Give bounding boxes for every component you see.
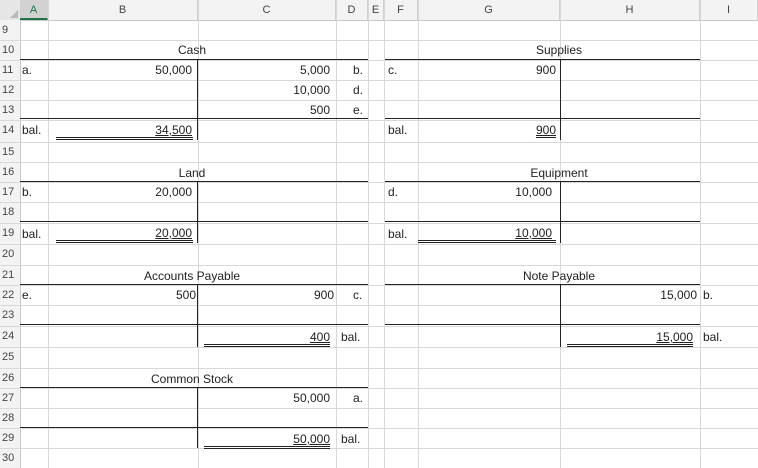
row-header-13[interactable]: 13 [2, 104, 15, 116]
entry-label[interactable]: e. [353, 103, 364, 117]
gridline [0, 244, 758, 245]
row-header-18[interactable]: 18 [2, 206, 15, 218]
t-account-total-line [20, 324, 368, 325]
credit-amount[interactable]: 10,000 [293, 83, 330, 97]
entry-label[interactable]: b. [703, 288, 714, 302]
entry-label[interactable]: d. [353, 83, 364, 97]
row-header-14[interactable]: 14 [2, 124, 15, 136]
balance-amount[interactable]: 10,000 [515, 226, 552, 240]
t-account-title-accounts-payable[interactable]: Accounts Payable [143, 269, 241, 283]
t-account-title-common-stock[interactable]: Common Stock [150, 372, 234, 386]
t-account-title-equipment[interactable]: Equipment [530, 166, 588, 180]
column-header-g[interactable]: G [418, 0, 560, 20]
debit-amount[interactable]: 20,000 [155, 185, 192, 199]
credit-amount[interactable]: 900 [313, 288, 334, 302]
balance-label[interactable]: bal. [703, 330, 723, 344]
row-header-19[interactable]: 19 [2, 227, 15, 239]
balance-amount[interactable]: 34,500 [155, 123, 192, 137]
gridline [384, 0, 385, 468]
gridline [0, 142, 758, 143]
balance-label[interactable]: bal. [388, 227, 408, 241]
gridline [0, 448, 758, 449]
column-header-d[interactable]: D [336, 0, 368, 20]
gridline [0, 347, 758, 348]
t-account-title-land[interactable]: Land [178, 166, 206, 180]
t-account-title-note-payable[interactable]: Note Payable [522, 269, 596, 283]
entry-label[interactable]: c. [353, 288, 363, 302]
debit-amount[interactable]: 500 [175, 288, 196, 302]
balance-amount[interactable]: 900 [535, 123, 556, 137]
credit-amount[interactable]: 50,000 [293, 391, 330, 405]
column-header-a[interactable]: A [20, 0, 48, 20]
row-header-11[interactable]: 11 [2, 64, 14, 76]
t-account-title-supplies[interactable]: Supplies [535, 43, 583, 57]
balance-label[interactable]: bal. [388, 123, 408, 137]
t-account-total-line [385, 324, 700, 325]
entry-label[interactable]: c. [388, 63, 398, 77]
debit-amount[interactable]: 900 [535, 63, 556, 77]
row-header-25[interactable]: 25 [2, 351, 15, 363]
row-header-12[interactable]: 12 [2, 84, 15, 96]
entry-label[interactable]: b. [353, 63, 364, 77]
column-header-f[interactable]: F [384, 0, 418, 20]
balance-label[interactable]: bal. [22, 123, 42, 137]
entry-label[interactable]: d. [388, 185, 399, 199]
balance-amount[interactable]: 15,000 [656, 330, 693, 344]
entry-label[interactable]: a. [353, 391, 364, 405]
row-header-9[interactable]: 9 [2, 24, 9, 36]
row-header-10[interactable]: 10 [2, 44, 15, 56]
gridline [0, 428, 758, 429]
entry-label[interactable]: b. [22, 185, 33, 199]
t-account-total-line [20, 221, 368, 222]
credit-amount[interactable]: 500 [309, 103, 330, 117]
debit-amount[interactable]: 10,000 [515, 185, 552, 199]
t-account-total-line [20, 427, 368, 428]
gridline [368, 0, 369, 468]
row-header-21[interactable]: 21 [2, 269, 15, 281]
balance-label[interactable]: bal. [341, 432, 361, 446]
balance-amount[interactable]: 20,000 [155, 226, 192, 240]
t-account-title-cash[interactable]: Cash [177, 43, 206, 57]
gridline [0, 202, 758, 203]
credit-amount[interactable]: 5,000 [299, 63, 330, 77]
row-header-30[interactable]: 30 [2, 452, 15, 464]
t-account-divider [560, 59, 561, 140]
credit-amount[interactable]: 15,000 [660, 288, 697, 302]
t-account-divider [560, 181, 561, 243]
column-header-i[interactable]: I [700, 0, 758, 20]
row-header-28[interactable]: 28 [2, 412, 15, 424]
row-header-24[interactable]: 24 [2, 330, 15, 342]
row-header-16[interactable]: 16 [2, 166, 15, 178]
entry-label[interactable]: a. [22, 63, 33, 77]
debit-amount[interactable]: 50,000 [155, 63, 192, 77]
row-header-20[interactable]: 20 [2, 248, 15, 260]
t-account-total-line [385, 118, 700, 119]
column-header-c[interactable]: C [198, 0, 336, 20]
row-header-27[interactable]: 27 [2, 392, 15, 404]
gridline [0, 100, 758, 101]
balance-label[interactable]: bal. [341, 330, 361, 344]
row-header-22[interactable]: 22 [2, 289, 15, 301]
balance-label[interactable]: bal. [22, 227, 42, 241]
gridline [0, 408, 758, 409]
t-account-divider [197, 181, 198, 243]
row-header-26[interactable]: 26 [2, 372, 15, 384]
row-header-23[interactable]: 23 [2, 309, 15, 321]
balance-amount[interactable]: 50,000 [293, 432, 330, 446]
gridline [0, 305, 758, 306]
column-header-e[interactable]: E [368, 0, 384, 20]
t-account-total-line [385, 221, 700, 222]
row-header-29[interactable]: 29 [2, 432, 15, 444]
row-header-17[interactable]: 17 [2, 186, 15, 198]
column-header-b[interactable]: B [48, 0, 198, 20]
row-header-15[interactable]: 15 [2, 146, 15, 158]
balance-amount[interactable]: 400 [309, 330, 330, 344]
select-all-corner[interactable] [0, 0, 20, 20]
gridline [700, 0, 701, 468]
column-header-h[interactable]: H [560, 0, 700, 20]
gridline [0, 80, 758, 81]
entry-label[interactable]: e. [22, 288, 33, 302]
gridline [336, 0, 337, 468]
